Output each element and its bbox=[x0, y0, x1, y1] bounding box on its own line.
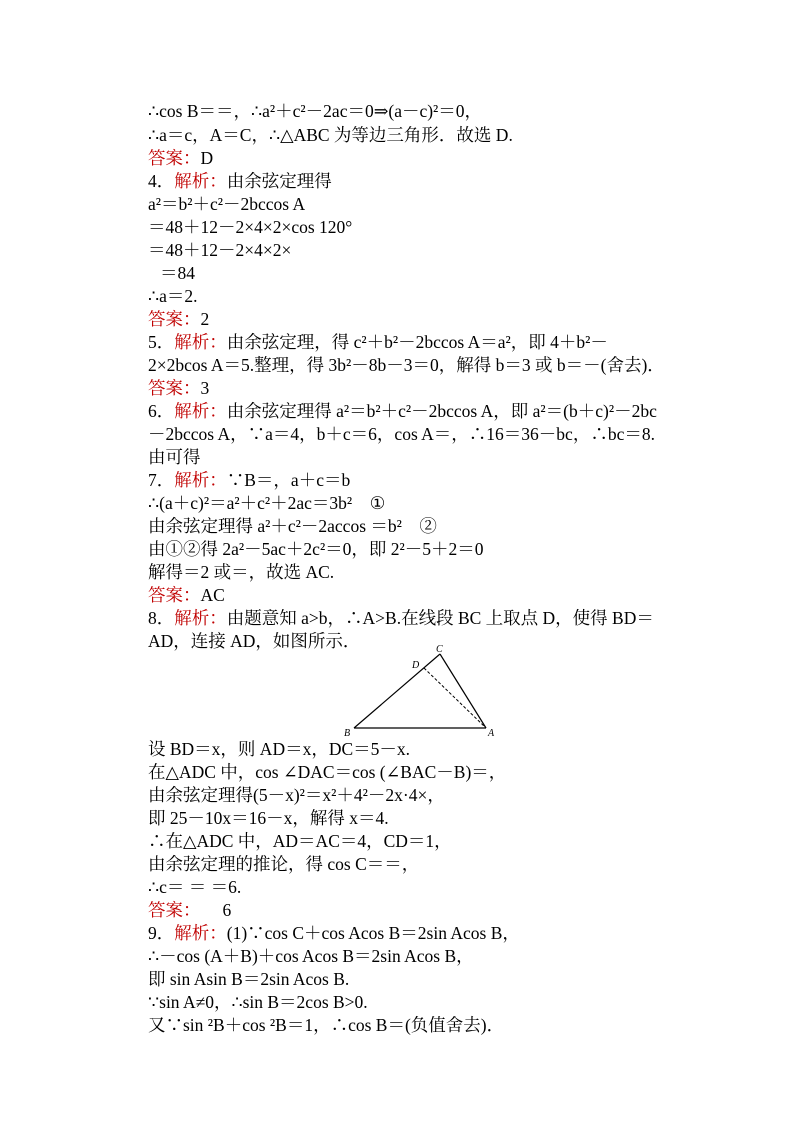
answer-value: AC bbox=[200, 585, 225, 605]
answer-label: 答案： bbox=[148, 309, 201, 329]
text-line: ＝48＋12－2×4×2× bbox=[148, 240, 292, 260]
analysis-text: 由题意知 a>b，∴A>B.在线段 BC 上取点 D，使得 BD＝ bbox=[226, 608, 654, 628]
answer-line bbox=[148, 584, 225, 606]
analysis-label: 解析： bbox=[174, 608, 227, 628]
analysis-text: 由余弦定理，得 c²＋b²－2bccos A＝a²，即 4＋b²－ bbox=[226, 332, 608, 352]
question-number: 7． bbox=[148, 470, 175, 490]
text-line: ∴cos B＝＝，∴a²＋c²－2ac＝0⇒(a－c)²＝0， bbox=[148, 101, 483, 121]
answer-line bbox=[148, 308, 209, 330]
text-line: ∴a＝c，A＝C，∴△ABC 为等边三角形．故选 D. bbox=[148, 125, 513, 145]
text-line: 由余弦定理得(5－x)²＝x²＋4²－2x·4×， bbox=[148, 785, 445, 805]
answer-value: 6 bbox=[222, 900, 232, 920]
text-line: 由①②得 2a²－5ac＋2c²＝0，即 2²－5＋2＝0 bbox=[148, 539, 484, 559]
answer-value: D bbox=[200, 148, 214, 168]
point-label-d: D bbox=[412, 660, 420, 671]
text-line: ∴c＝ ＝ ＝6. bbox=[148, 877, 242, 897]
analysis-label: 解析： bbox=[174, 401, 227, 421]
analysis-line bbox=[148, 170, 332, 192]
text-line: 2×2bcos A＝5.整理，得 3b²－8b－3＝0，解得 b＝3 或 b＝－(舍去)． bbox=[148, 355, 665, 375]
question-number: 5． bbox=[148, 332, 175, 352]
text-line: a²＝b²＋c²－2bccos A bbox=[148, 194, 306, 214]
analysis-line bbox=[148, 607, 654, 629]
answer-line bbox=[148, 377, 209, 399]
text-line: ＝84 bbox=[160, 263, 195, 283]
analysis-text: 由余弦定理得 a²＝b²＋c²－2bccos A，即 a²＝(b＋c)²－2bc bbox=[226, 401, 657, 421]
text-line: 即 25－10x＝16－x，解得 x＝4. bbox=[148, 808, 389, 828]
answer-label: 答案： bbox=[148, 378, 201, 398]
answer-label: 答案： bbox=[148, 900, 201, 920]
text-line: 由余弦定理的推论，得 cos C＝＝， bbox=[148, 854, 420, 874]
analysis-label: 解析： bbox=[174, 923, 227, 943]
analysis-label: 解析： bbox=[174, 171, 227, 191]
analysis-label: 解析： bbox=[174, 332, 227, 352]
analysis-text: 由余弦定理得 bbox=[226, 171, 332, 191]
question-number: 9． bbox=[148, 923, 175, 943]
text-line: 由可得 bbox=[148, 447, 201, 467]
question-number: 8． bbox=[148, 608, 175, 628]
text-line: 解得＝2 或＝，故选 AC. bbox=[148, 562, 335, 582]
text-line: 即 sin Asin B＝2sin Acos B. bbox=[148, 969, 350, 989]
text-line: ∴(a＋c)²＝a²＋c²＋2ac＝3b² ① bbox=[148, 493, 386, 513]
text-line: 又∵sin ²B＋cos ²B＝1，∴cos B＝(负值舍去)． bbox=[148, 1015, 505, 1035]
text-line: ∴a＝2. bbox=[148, 286, 198, 306]
point-label-c: C bbox=[436, 644, 443, 655]
text-line: ＝48＋12－2×4×2×cos 120° bbox=[148, 217, 353, 237]
analysis-line bbox=[148, 400, 657, 422]
answer-value: 2 bbox=[200, 309, 210, 329]
answer-label: 答案： bbox=[148, 148, 201, 168]
text-line: －2bccos A，∵a＝4，b＋c＝6，cos A＝，∴16＝36－bc，∴bc＝8. bbox=[148, 424, 655, 444]
analysis-line bbox=[148, 469, 350, 491]
analysis-line bbox=[148, 331, 608, 353]
analysis-text: (1)∵cos C＋cos Acos B＝2sin Acos B， bbox=[226, 923, 520, 943]
analysis-line bbox=[148, 922, 520, 944]
text-line: ∵sin A≠0，∴sin B＝2cos B>0. bbox=[148, 992, 368, 1012]
answer-value: 3 bbox=[200, 378, 210, 398]
analysis-label: 解析： bbox=[174, 470, 227, 490]
analysis-text: ∵B＝，a＋c＝b bbox=[226, 470, 351, 490]
answer-label: 答案： bbox=[148, 585, 201, 605]
text-line: AD，连接 AD，如图所示． bbox=[148, 631, 361, 651]
text-line: ∴－cos (A＋B)＋cos Acos B＝2sin Acos B， bbox=[148, 946, 474, 966]
point-label-b: B bbox=[344, 728, 351, 739]
answer-line bbox=[148, 147, 213, 169]
answer-line bbox=[148, 899, 231, 921]
segment-ca bbox=[440, 654, 486, 728]
text-line: ∴在△ADC 中，AD＝AC＝4，CD＝1， bbox=[148, 831, 452, 851]
segment-bc bbox=[354, 654, 440, 728]
text-line: 设 BD＝x，则 AD＝x，DC＝5－x. bbox=[148, 739, 411, 759]
triangle-figure bbox=[336, 644, 506, 740]
text-line: 在△ADC 中，cos ∠DAC＝cos (∠BAC－B)＝， bbox=[148, 762, 507, 782]
text-line: 由余弦定理得 a²＋c²－2accos ＝b² ② bbox=[148, 516, 437, 536]
question-number: 6． bbox=[148, 401, 175, 421]
point-label-a: A bbox=[488, 728, 495, 739]
question-number: 4． bbox=[148, 171, 175, 191]
